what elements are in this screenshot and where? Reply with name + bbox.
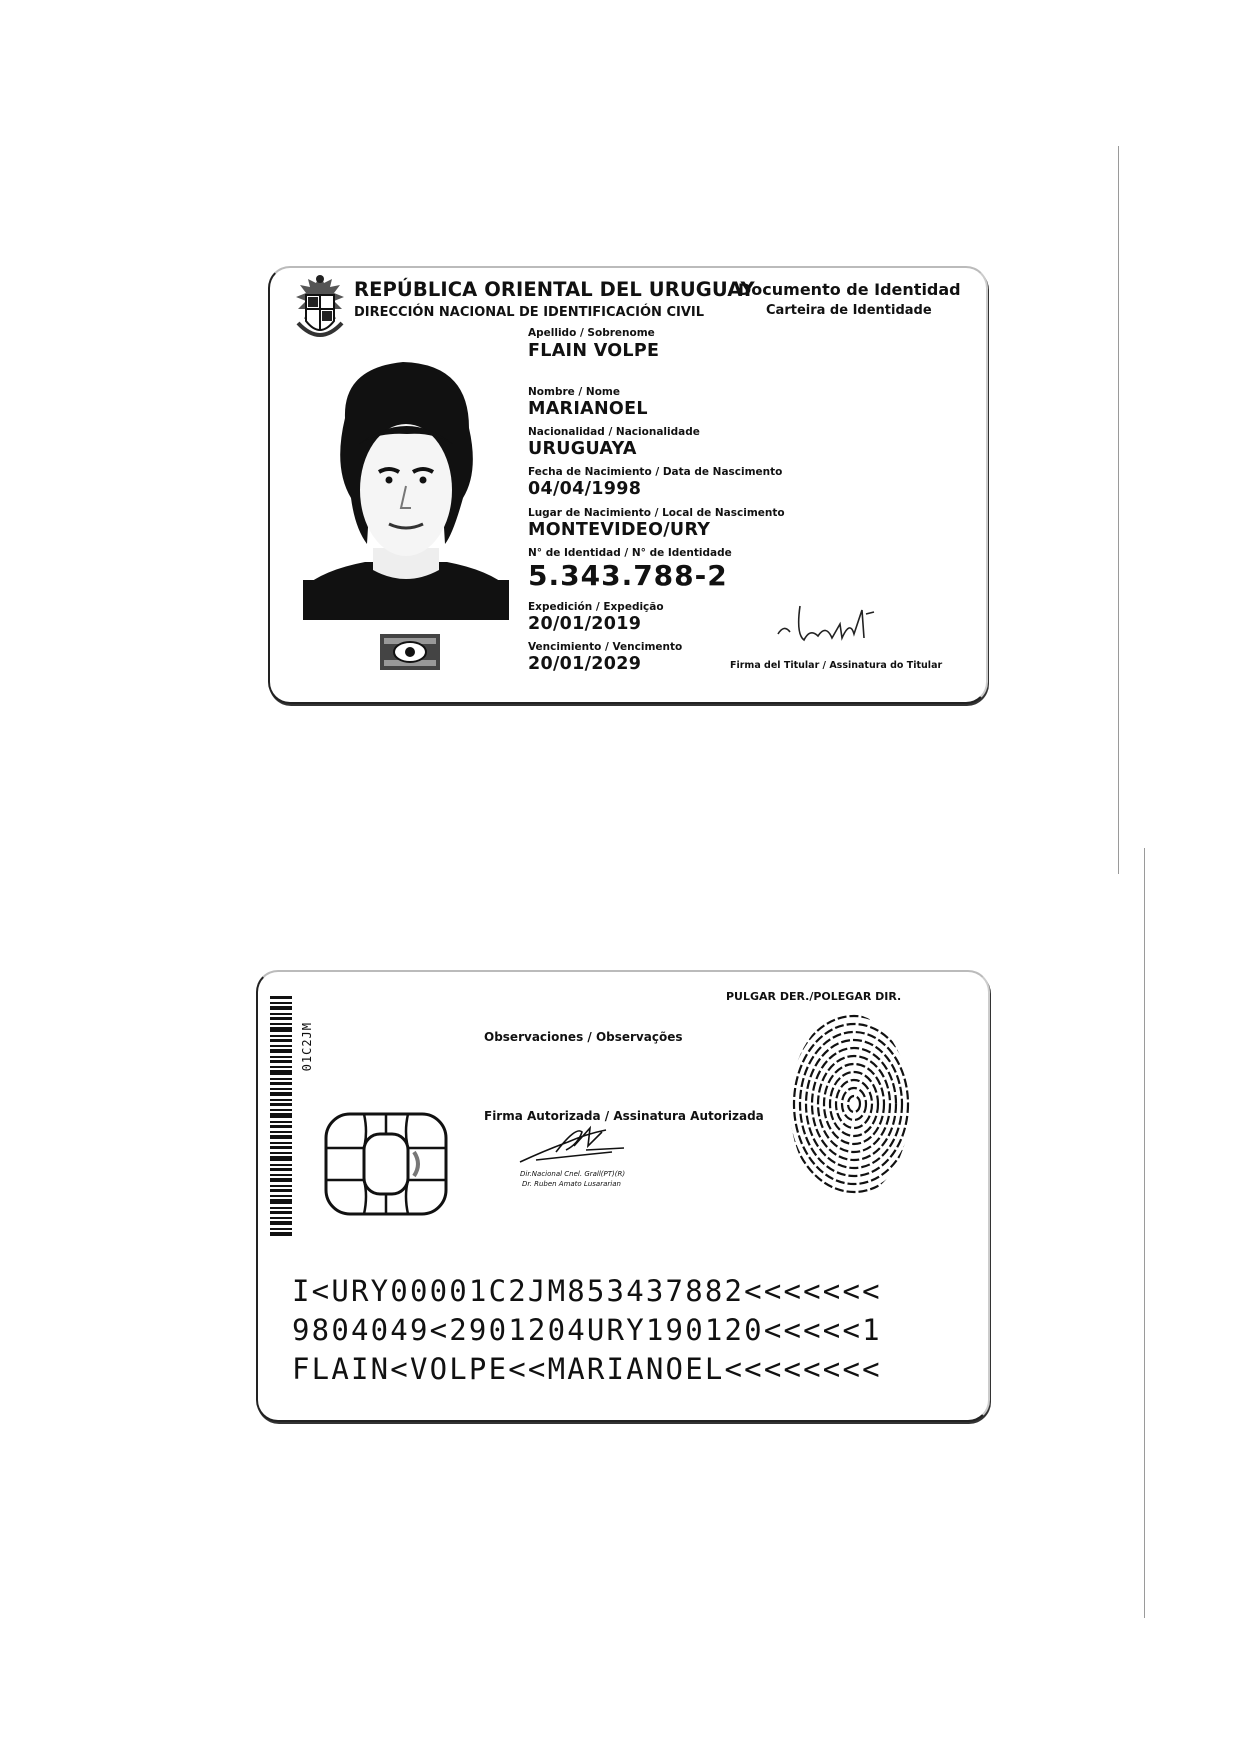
authorized-signature-label: Firma Autorizada / Assinatura Autorizada	[484, 1109, 764, 1123]
scan-edge-line	[1118, 146, 1119, 874]
thumbprint-icon	[786, 1008, 914, 1204]
dob-label: Fecha de Nacimiento / Data de Nascimento	[528, 466, 783, 478]
republic-title: REPÚBLICA ORIENTAL DEL URUGUAY	[354, 278, 755, 301]
mrz-line-3: FLAIN<VOLPE<<MARIANOEL<<<<<<<<	[292, 1352, 882, 1386]
smart-chip-icon	[324, 1112, 448, 1216]
name-value: MARIANOEL	[528, 399, 648, 419]
holder-signature-label: Firma del Titular / Assinatura do Titular	[730, 660, 943, 671]
mrz-line-2: 9804049<2901204URY190120<<<<<1	[292, 1313, 882, 1347]
surname-value: FLAIN VOLPE	[528, 341, 660, 361]
issue-date-value: 20/01/2019	[528, 614, 642, 634]
observations-label: Observaciones / Observações	[484, 1030, 683, 1044]
issue-date-label: Expedición / Expedição	[528, 601, 664, 613]
id-card-back	[256, 970, 990, 1422]
document-subtitle: Carteira de Identidade	[766, 303, 932, 318]
id-number-value: 5.343.788-2	[528, 559, 728, 592]
scan-edge-line	[1144, 848, 1145, 1618]
authorized-signature	[516, 1122, 628, 1170]
pob-value: MONTEVIDEO/URY	[528, 520, 711, 540]
dob-value: 04/04/1998	[528, 479, 642, 499]
mrz-line-1: I<URY00001C2JM853437882<<<<<<<	[292, 1274, 882, 1308]
id-card-front	[268, 266, 988, 704]
id-number-label: N° de Identidad / N° de Identidade	[528, 547, 732, 559]
nationality-value: URUGUAYA	[528, 439, 637, 459]
authority-title: Dir.Nacional Cnel. Grall(PT)(R)	[520, 1170, 626, 1178]
holder-signature	[770, 594, 890, 646]
surname-label: Apellido / Sobrenome	[528, 327, 655, 339]
nationality-label: Nacionalidad / Nacionalidade	[528, 426, 700, 438]
holder-photo	[303, 348, 509, 620]
coat-of-arms-icon	[288, 273, 352, 347]
expiry-date-label: Vencimiento / Vencimento	[528, 641, 683, 653]
thumbprint-label: PULGAR DER./POLEGAR DIR.	[726, 990, 902, 1003]
name-label: Nombre / Nome	[528, 386, 620, 398]
pob-label: Lugar de Nacimiento / Local de Nascimento	[528, 507, 785, 519]
hologram-stamp-icon	[380, 634, 440, 670]
barcode-icon	[270, 996, 292, 1236]
agency-title: DIRECCIÓN NACIONAL DE IDENTIFICACIÓN CIVIL	[354, 305, 705, 320]
card-serial: 01C2JM	[300, 1022, 314, 1072]
document-title: Documento de Identidad	[738, 280, 961, 299]
expiry-date-value: 20/01/2029	[528, 654, 642, 674]
authority-name: Dr. Ruben Amato Lusararian	[522, 1180, 621, 1188]
